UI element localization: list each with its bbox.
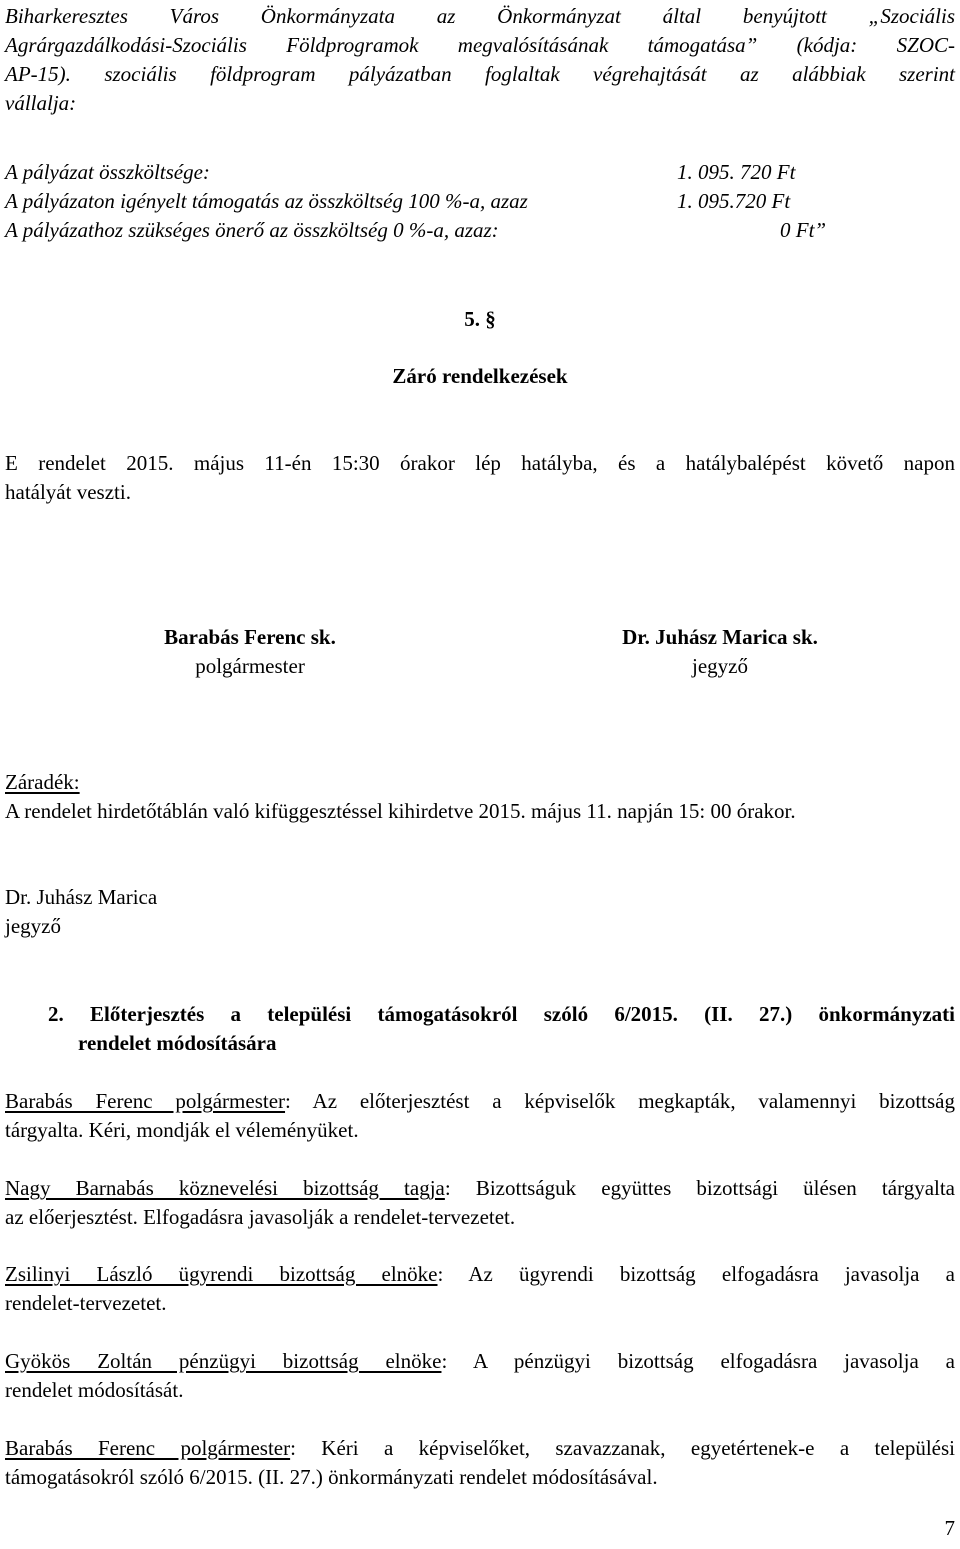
intro-line-3 [5,60,955,88]
speech-5-line-1 [5,1434,955,1462]
cost-value-own: 0 Ft” [780,218,827,242]
item2-title-line-2: rendelet módosítására [78,1031,277,1055]
speech-1-line-1 [5,1087,955,1115]
intro-line-4: vállalja: [5,91,77,115]
speech-3-line-1 [5,1260,955,1288]
clause-name: Dr. Juhász Marica [5,885,158,909]
intro-line-3-text: szociális földprogram pályázatban foglaltak végrehajtását az alábbiak szerint [104,62,956,86]
speech-3-speaker: Zsilinyi László ügyrendi bizottság elnöke [5,1262,438,1286]
intro-line-2: Agrárgazdálkodási-Szociális Földprogramok megvalósításának támogatása” (kódja: SZOC- [5,33,955,57]
speech-1-speaker: Barabás Ferenc polgármester [5,1089,286,1113]
speech-2-line-2: az előerjesztést. Elfogadásra javasolják a rendelet-tervezetet. [5,1205,516,1229]
speech-3-line-2: rendelet-tervezetet. [5,1291,167,1315]
signature-right-name: Dr. Juhász Marica sk. [622,625,818,649]
section-number: 5. § [464,307,496,331]
cost-value-support: 1. 095.720 Ft [677,189,791,213]
signature-left-title: polgármester [195,654,305,678]
speech-5-speaker: Barabás Ferenc polgármester [5,1436,291,1460]
speech-4-line-2: rendelet módosítását. [5,1378,184,1402]
speech-2-text: : Bizottságuk együttes bizottsági ülésen tárgyalta [444,1176,956,1200]
speech-2-speaker: Nagy Barnabás köznevelési bizottság tagja [5,1176,445,1200]
speech-3-text: : Az ügyrendi bizottság elfogadásra javasolja a [437,1262,955,1286]
decree-line-1: E rendelet 2015. május 11-én 15:30 órakor lép hatályba, és a hatálybalépést követő napon [5,451,955,475]
speech-1-line-2: tárgyalta. Kéri, mondják el véleményüket. [5,1118,359,1142]
intro-line-1: Biharkeresztes Város Önkormányzata az Önkormányzat által benyújtott „Szociális [5,4,955,28]
speech-2-line-1 [5,1174,955,1202]
signature-left-name: Barabás Ferenc sk. [164,625,336,649]
speech-1-text: : Az előterjesztést a képviselők megkapták, valamennyi bizottság [285,1089,955,1113]
speech-4-speaker: Gyökös Zoltán pénzügyi bizottság elnöke [5,1349,442,1373]
cost-label-own: A pályázathoz szükséges önerő az összköltség 0 %-a, azaz: [5,218,499,242]
speech-5-text: : Kéri a képviselőket, szavazzanak, egyetértenek-e a települési [290,1436,955,1460]
clause-label: Záradék: [5,770,80,794]
item2-title-line-1: 2. Előterjesztés a települési támogatásokról szóló 6/2015. (II. 27.) önkormányzati [48,1002,955,1026]
intro-line-3-code: AP-15). [5,62,71,86]
speech-5-line-2: támogatásokról szóló 6/2015. (II. 27.) önkormányzati rendelet módosításával. [5,1465,658,1489]
clause-text: A rendelet hirdetőtáblán való kifüggesztéssel kihirdetve 2015. május 11. napján 15: 00 órakor. [5,799,796,823]
clause-title: jegyző [5,914,61,938]
page-number: 7 [944,1516,955,1540]
speech-4-line-1 [5,1347,955,1375]
decree-line-2: hatályát veszti. [5,480,131,504]
signature-right-title: jegyző [692,654,748,678]
cost-value-total: 1. 095. 720 Ft [677,160,796,184]
cost-label-support: A pályázaton igényelt támogatás az összköltség 100 %-a, azaz [5,189,528,213]
cost-label-total: A pályázat összköltsége: [5,160,210,184]
speech-4-text: : A pénzügyi bizottság elfogadásra javasolja a [441,1349,955,1373]
section-title: Záró rendelkezések [392,364,568,388]
